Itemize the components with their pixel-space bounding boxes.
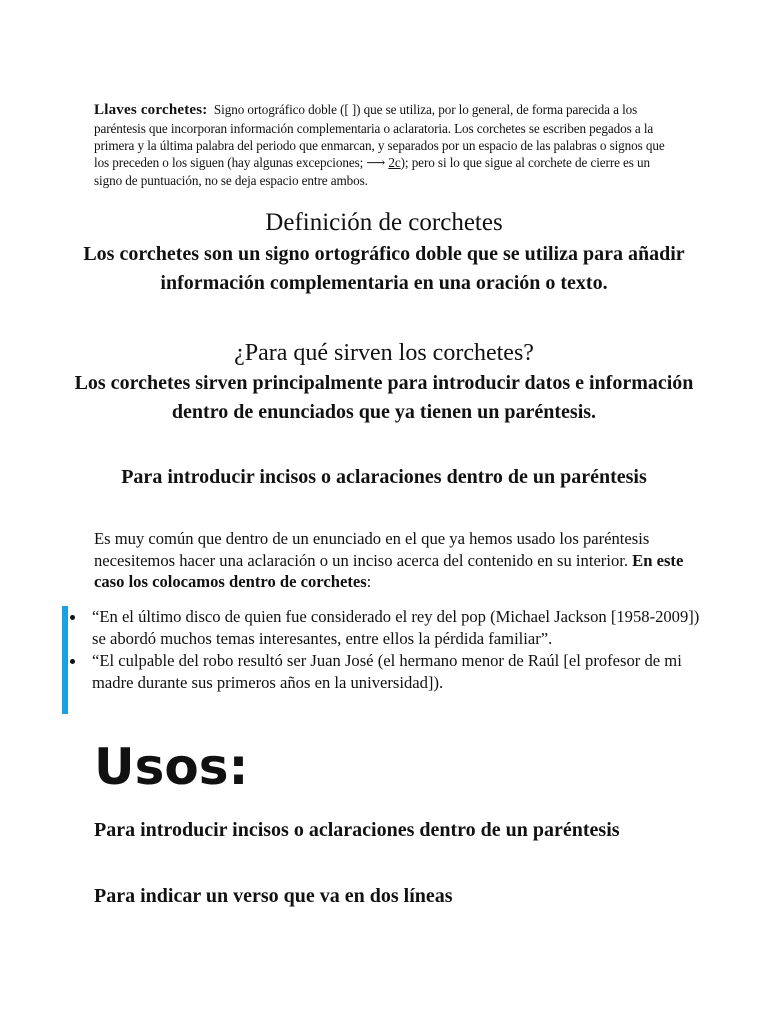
examples-list — [62, 606, 702, 693]
incisos-text-end: : — [366, 572, 372, 591]
definition-text: Los corchetes son un signo ortográfico doble que se utiliza para añadir información complementaria en una oración o texto. — [83, 243, 685, 294]
examples-block — [62, 606, 702, 714]
purpose-heading: ¿Para qué sirven los corchetes? — [234, 340, 534, 366]
incisos-paragraph — [94, 528, 694, 593]
purpose-text: Los corchetes sirven principalmente para introducir datos e información dentro de enunciados que ya tienen un paréntesis. — [74, 372, 694, 423]
definition-heading: Definición de corchetes — [265, 209, 503, 236]
example-item — [62, 606, 702, 649]
intro-text: Signo ortográfico doble ([ ]) que se utiliza, por lo general, de forma parecida a los paréntesis que incorporan información complementaria o aclaratoria. Los corchetes se escriben pegados a la primera y la última palabra del periodo que enmarcan, y separados por un espacio de las palabras o signos que los preceden o los siguen (hay algunas excepciones; ⟶ — [94, 102, 665, 171]
example-text: “El culpable del robo resultó ser Juan José (el hermano menor de Raúl [el profesor de mi madre durante sus primeros años en la universidad]). — [92, 651, 682, 692]
bullet-icon — [70, 659, 75, 664]
usos-item: Para introducir incisos o aclaraciones dentro de un paréntesis — [94, 819, 620, 841]
intro-term: Llaves corchetes: — [94, 102, 208, 119]
incisos-text-bold: En este caso los colocamos dentro de corchetes — [94, 550, 684, 591]
usos-title: Usos: — [94, 738, 249, 796]
incisos-heading: Para introducir incisos o aclaraciones dentro de un paréntesis — [121, 466, 647, 488]
intro-link[interactable]: 2c — [388, 155, 401, 171]
incisos-text: Es muy común que dentro de un enunciado en el que ya hemos usado los paréntesis necesitemos hacer una aclaración o un inciso acerca del contenido en su interior. — [94, 529, 650, 570]
usos-item: Para indicar un verso que va en dos líneas — [94, 885, 453, 907]
example-text: “En el último disco de quien fue considerado el rey del pop (Michael Jackson [1958-2009]) se abordó muchos temas interesantes, entre ellos la pérdida familiar”. — [92, 607, 700, 648]
intro-paragraph — [94, 101, 674, 189]
example-item — [62, 650, 702, 693]
bullet-icon — [70, 615, 75, 620]
intro-text-end: ); pero si lo que sigue al corchete de cierre es un signo de puntuación, no se deja espacio entre ambos. — [94, 155, 651, 188]
